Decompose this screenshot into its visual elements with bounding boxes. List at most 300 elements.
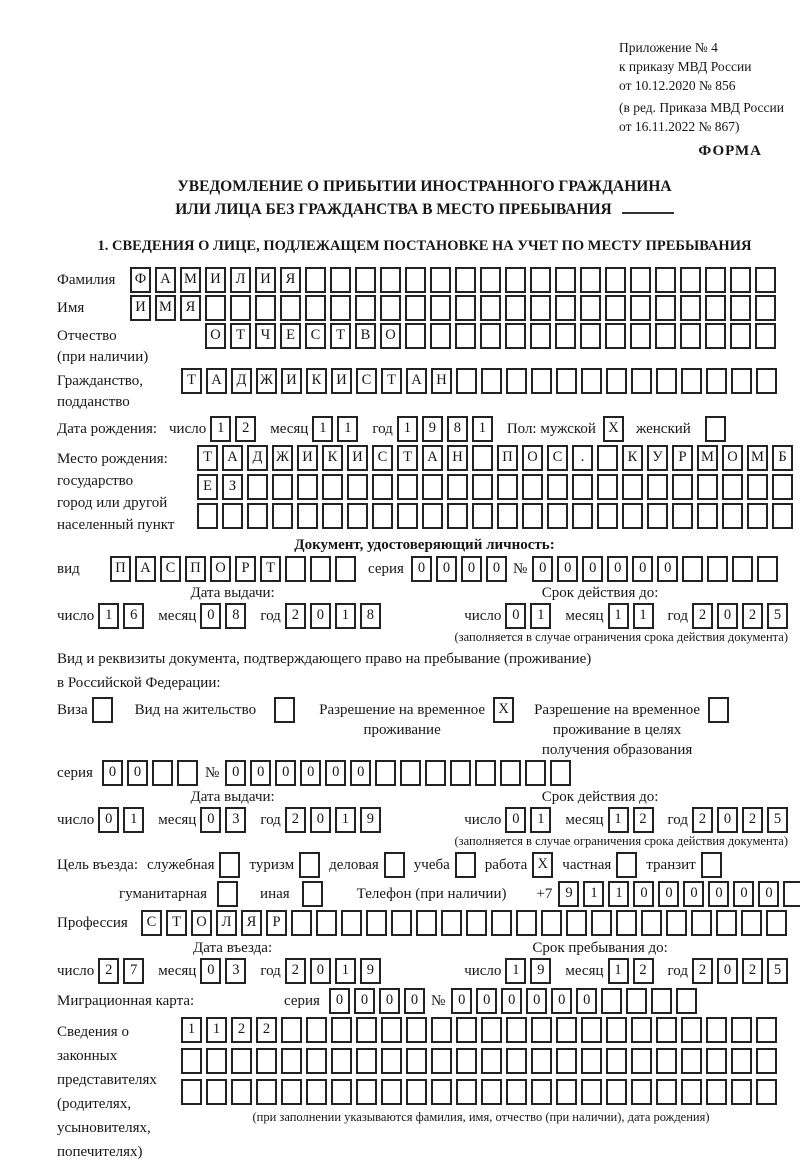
char-cell[interactable]: Т bbox=[397, 445, 418, 471]
char-cell[interactable] bbox=[706, 1048, 727, 1074]
char-cell[interactable]: К bbox=[622, 445, 643, 471]
char-cell[interactable] bbox=[597, 445, 618, 471]
char-cell[interactable]: 0 bbox=[310, 603, 331, 629]
char-cell[interactable] bbox=[705, 267, 726, 293]
char-cell[interactable]: Т bbox=[181, 368, 202, 394]
char-cell[interactable] bbox=[306, 1017, 327, 1043]
char-cell[interactable]: 1 bbox=[530, 807, 551, 833]
char-cell[interactable]: П bbox=[110, 556, 131, 582]
char-cell[interactable] bbox=[505, 323, 526, 349]
char-cell[interactable]: П bbox=[185, 556, 206, 582]
char-cell[interactable] bbox=[497, 474, 518, 500]
char-cell[interactable] bbox=[491, 910, 512, 936]
char-cell[interactable]: И bbox=[297, 445, 318, 471]
purpose-other-checkbox[interactable] bbox=[302, 881, 323, 907]
char-cell[interactable]: О bbox=[191, 910, 212, 936]
char-cell[interactable] bbox=[541, 910, 562, 936]
char-cell[interactable] bbox=[732, 556, 753, 582]
char-cell[interactable]: 0 bbox=[200, 958, 221, 984]
char-cell[interactable]: 2 bbox=[633, 807, 654, 833]
char-cell[interactable] bbox=[556, 368, 577, 394]
char-cell[interactable] bbox=[556, 1017, 577, 1043]
char-cell[interactable]: Т bbox=[230, 323, 251, 349]
char-cell[interactable]: 9 bbox=[360, 807, 381, 833]
char-cell[interactable]: 0 bbox=[717, 603, 738, 629]
char-cell[interactable]: 1 bbox=[472, 416, 493, 442]
char-cell[interactable] bbox=[431, 1048, 452, 1074]
char-cell[interactable] bbox=[375, 760, 396, 786]
residence-expiry-day-input[interactable] bbox=[505, 807, 555, 833]
char-cell[interactable]: 1 bbox=[397, 416, 418, 442]
char-cell[interactable] bbox=[305, 295, 326, 321]
char-cell[interactable] bbox=[285, 556, 306, 582]
char-cell[interactable] bbox=[706, 1079, 727, 1105]
char-cell[interactable] bbox=[355, 295, 376, 321]
char-cell[interactable] bbox=[730, 323, 751, 349]
char-cell[interactable] bbox=[731, 1048, 752, 1074]
identity-expiry-day-input[interactable] bbox=[505, 603, 555, 629]
char-cell[interactable] bbox=[783, 881, 800, 907]
char-cell[interactable]: Е bbox=[280, 323, 301, 349]
char-cell[interactable] bbox=[450, 760, 471, 786]
char-cell[interactable]: 2 bbox=[98, 958, 119, 984]
char-cell[interactable] bbox=[291, 910, 312, 936]
char-cell[interactable] bbox=[297, 474, 318, 500]
char-cell[interactable] bbox=[626, 988, 647, 1014]
char-cell[interactable] bbox=[651, 988, 672, 1014]
char-cell[interactable] bbox=[330, 295, 351, 321]
char-cell[interactable] bbox=[647, 474, 668, 500]
char-cell[interactable] bbox=[222, 503, 243, 529]
char-cell[interactable] bbox=[747, 503, 768, 529]
char-cell[interactable] bbox=[310, 556, 331, 582]
char-cell[interactable] bbox=[206, 1079, 227, 1105]
char-cell[interactable] bbox=[731, 368, 752, 394]
char-cell[interactable] bbox=[280, 295, 301, 321]
sex-female-checkbox[interactable] bbox=[705, 416, 726, 442]
representatives-input-row-1[interactable] bbox=[181, 1017, 781, 1043]
birth-month-input[interactable] bbox=[312, 416, 362, 442]
char-cell[interactable]: О bbox=[205, 323, 226, 349]
char-cell[interactable] bbox=[505, 295, 526, 321]
char-cell[interactable]: 2 bbox=[231, 1017, 252, 1043]
stay-until-day-input[interactable] bbox=[505, 958, 555, 984]
migration-number-input[interactable] bbox=[451, 988, 701, 1014]
char-cell[interactable]: С bbox=[141, 910, 162, 936]
char-cell[interactable] bbox=[305, 267, 326, 293]
char-cell[interactable]: 0 bbox=[325, 760, 346, 786]
stay-until-year-input[interactable] bbox=[692, 958, 792, 984]
char-cell[interactable]: 1 bbox=[181, 1017, 202, 1043]
char-cell[interactable] bbox=[480, 295, 501, 321]
char-cell[interactable] bbox=[531, 1079, 552, 1105]
char-cell[interactable] bbox=[405, 267, 426, 293]
char-cell[interactable] bbox=[531, 1048, 552, 1074]
char-cell[interactable] bbox=[316, 910, 337, 936]
char-cell[interactable]: 2 bbox=[285, 958, 306, 984]
char-cell[interactable]: 8 bbox=[225, 603, 246, 629]
char-cell[interactable] bbox=[656, 368, 677, 394]
identity-issue-year-input[interactable] bbox=[285, 603, 385, 629]
char-cell[interactable]: 9 bbox=[360, 958, 381, 984]
char-cell[interactable]: Ф bbox=[130, 267, 151, 293]
purpose-study-checkbox[interactable] bbox=[455, 852, 476, 878]
char-cell[interactable] bbox=[516, 910, 537, 936]
char-cell[interactable] bbox=[475, 760, 496, 786]
char-cell[interactable] bbox=[772, 474, 793, 500]
char-cell[interactable] bbox=[705, 323, 726, 349]
char-cell[interactable] bbox=[455, 323, 476, 349]
char-cell[interactable] bbox=[322, 474, 343, 500]
char-cell[interactable] bbox=[331, 1048, 352, 1074]
sex-male-checkbox[interactable]: X bbox=[603, 416, 624, 442]
char-cell[interactable]: 2 bbox=[256, 1017, 277, 1043]
char-cell[interactable] bbox=[455, 267, 476, 293]
char-cell[interactable]: Р bbox=[235, 556, 256, 582]
identity-expiry-year-input[interactable] bbox=[692, 603, 792, 629]
char-cell[interactable] bbox=[555, 295, 576, 321]
patronymic-input[interactable] bbox=[205, 323, 780, 349]
char-cell[interactable]: А bbox=[206, 368, 227, 394]
char-cell[interactable]: 8 bbox=[360, 603, 381, 629]
char-cell[interactable] bbox=[681, 368, 702, 394]
char-cell[interactable] bbox=[757, 556, 778, 582]
char-cell[interactable]: 0 bbox=[127, 760, 148, 786]
char-cell[interactable] bbox=[682, 556, 703, 582]
char-cell[interactable]: 0 bbox=[486, 556, 507, 582]
char-cell[interactable] bbox=[591, 910, 612, 936]
char-cell[interactable]: 2 bbox=[285, 603, 306, 629]
temp-residence-edu-checkbox[interactable] bbox=[708, 697, 729, 723]
char-cell[interactable] bbox=[206, 1048, 227, 1074]
char-cell[interactable] bbox=[530, 295, 551, 321]
char-cell[interactable]: С bbox=[372, 445, 393, 471]
char-cell[interactable]: А bbox=[222, 445, 243, 471]
char-cell[interactable]: 0 bbox=[708, 881, 729, 907]
char-cell[interactable] bbox=[381, 1017, 402, 1043]
char-cell[interactable]: С bbox=[305, 323, 326, 349]
char-cell[interactable]: Д bbox=[247, 445, 268, 471]
entry-year-input[interactable] bbox=[285, 958, 385, 984]
char-cell[interactable] bbox=[430, 323, 451, 349]
char-cell[interactable] bbox=[456, 368, 477, 394]
char-cell[interactable] bbox=[581, 1048, 602, 1074]
char-cell[interactable]: 0 bbox=[350, 760, 371, 786]
char-cell[interactable] bbox=[755, 295, 776, 321]
char-cell[interactable]: 8 bbox=[447, 416, 468, 442]
char-cell[interactable]: 2 bbox=[742, 603, 763, 629]
char-cell[interactable]: 1 bbox=[337, 416, 358, 442]
residence-expiry-year-input[interactable] bbox=[692, 807, 792, 833]
char-cell[interactable] bbox=[456, 1017, 477, 1043]
char-cell[interactable] bbox=[672, 474, 693, 500]
char-cell[interactable]: Т bbox=[197, 445, 218, 471]
name-input[interactable] bbox=[130, 295, 780, 321]
char-cell[interactable]: 0 bbox=[310, 958, 331, 984]
char-cell[interactable]: 1 bbox=[335, 958, 356, 984]
char-cell[interactable] bbox=[472, 474, 493, 500]
char-cell[interactable] bbox=[647, 503, 668, 529]
char-cell[interactable] bbox=[555, 323, 576, 349]
char-cell[interactable] bbox=[355, 267, 376, 293]
char-cell[interactable] bbox=[400, 760, 421, 786]
doc-series-input[interactable] bbox=[411, 556, 511, 582]
identity-expiry-month-input[interactable] bbox=[608, 603, 658, 629]
char-cell[interactable]: У bbox=[647, 445, 668, 471]
char-cell[interactable]: В bbox=[355, 323, 376, 349]
char-cell[interactable] bbox=[525, 760, 546, 786]
char-cell[interactable]: 3 bbox=[225, 958, 246, 984]
char-cell[interactable] bbox=[431, 1079, 452, 1105]
char-cell[interactable]: 0 bbox=[607, 556, 628, 582]
char-cell[interactable] bbox=[697, 503, 718, 529]
char-cell[interactable] bbox=[730, 267, 751, 293]
char-cell[interactable]: Я bbox=[180, 295, 201, 321]
char-cell[interactable] bbox=[255, 295, 276, 321]
char-cell[interactable] bbox=[456, 1048, 477, 1074]
char-cell[interactable] bbox=[631, 1017, 652, 1043]
char-cell[interactable] bbox=[597, 503, 618, 529]
char-cell[interactable] bbox=[397, 503, 418, 529]
char-cell[interactable] bbox=[731, 1017, 752, 1043]
char-cell[interactable] bbox=[666, 910, 687, 936]
char-cell[interactable] bbox=[556, 1048, 577, 1074]
char-cell[interactable]: И bbox=[347, 445, 368, 471]
char-cell[interactable] bbox=[425, 760, 446, 786]
purpose-official-checkbox[interactable] bbox=[219, 852, 240, 878]
char-cell[interactable]: Т bbox=[381, 368, 402, 394]
char-cell[interactable] bbox=[230, 295, 251, 321]
phone-input[interactable] bbox=[558, 881, 800, 907]
char-cell[interactable] bbox=[356, 1048, 377, 1074]
char-cell[interactable]: 2 bbox=[742, 958, 763, 984]
char-cell[interactable] bbox=[331, 1017, 352, 1043]
char-cell[interactable]: 0 bbox=[557, 556, 578, 582]
char-cell[interactable] bbox=[416, 910, 437, 936]
char-cell[interactable]: М bbox=[697, 445, 718, 471]
char-cell[interactable]: Я bbox=[241, 910, 262, 936]
char-cell[interactable]: 2 bbox=[692, 807, 713, 833]
char-cell[interactable] bbox=[356, 1017, 377, 1043]
char-cell[interactable] bbox=[197, 503, 218, 529]
char-cell[interactable] bbox=[630, 295, 651, 321]
char-cell[interactable] bbox=[447, 474, 468, 500]
entry-month-input[interactable] bbox=[200, 958, 250, 984]
char-cell[interactable]: А bbox=[406, 368, 427, 394]
migration-series-input[interactable] bbox=[329, 988, 429, 1014]
char-cell[interactable]: 0 bbox=[300, 760, 321, 786]
visa-checkbox[interactable] bbox=[92, 697, 113, 723]
char-cell[interactable] bbox=[281, 1048, 302, 1074]
char-cell[interactable] bbox=[681, 1048, 702, 1074]
char-cell[interactable] bbox=[506, 1048, 527, 1074]
birth-place-input-row-2[interactable] bbox=[197, 474, 797, 500]
char-cell[interactable]: Т bbox=[330, 323, 351, 349]
char-cell[interactable]: 0 bbox=[505, 603, 526, 629]
birth-place-input-row-1[interactable] bbox=[197, 445, 797, 471]
char-cell[interactable]: 2 bbox=[692, 958, 713, 984]
representatives-input-row-3[interactable] bbox=[181, 1079, 781, 1105]
char-cell[interactable] bbox=[680, 267, 701, 293]
char-cell[interactable] bbox=[731, 1079, 752, 1105]
purpose-tourism-checkbox[interactable] bbox=[299, 852, 320, 878]
char-cell[interactable] bbox=[406, 1017, 427, 1043]
citizenship-input[interactable] bbox=[181, 368, 781, 394]
char-cell[interactable] bbox=[335, 556, 356, 582]
char-cell[interactable] bbox=[531, 368, 552, 394]
char-cell[interactable]: 0 bbox=[532, 556, 553, 582]
char-cell[interactable] bbox=[631, 1048, 652, 1074]
char-cell[interactable] bbox=[331, 1079, 352, 1105]
char-cell[interactable] bbox=[605, 267, 626, 293]
char-cell[interactable] bbox=[730, 295, 751, 321]
char-cell[interactable] bbox=[580, 267, 601, 293]
char-cell[interactable]: И bbox=[255, 267, 276, 293]
char-cell[interactable] bbox=[547, 503, 568, 529]
char-cell[interactable] bbox=[472, 445, 493, 471]
char-cell[interactable] bbox=[231, 1079, 252, 1105]
char-cell[interactable] bbox=[380, 295, 401, 321]
char-cell[interactable] bbox=[481, 1079, 502, 1105]
char-cell[interactable]: О bbox=[380, 323, 401, 349]
char-cell[interactable]: 6 bbox=[123, 603, 144, 629]
char-cell[interactable]: 0 bbox=[379, 988, 400, 1014]
char-cell[interactable]: 1 bbox=[123, 807, 144, 833]
char-cell[interactable] bbox=[530, 267, 551, 293]
char-cell[interactable] bbox=[741, 910, 762, 936]
char-cell[interactable]: С bbox=[356, 368, 377, 394]
surname-input[interactable] bbox=[130, 267, 780, 293]
residence-issue-day-input[interactable] bbox=[98, 807, 148, 833]
char-cell[interactable]: Е bbox=[197, 474, 218, 500]
char-cell[interactable]: 0 bbox=[717, 958, 738, 984]
char-cell[interactable] bbox=[550, 760, 571, 786]
char-cell[interactable]: П bbox=[497, 445, 518, 471]
char-cell[interactable] bbox=[605, 295, 626, 321]
char-cell[interactable] bbox=[630, 267, 651, 293]
char-cell[interactable] bbox=[606, 368, 627, 394]
char-cell[interactable]: И bbox=[130, 295, 151, 321]
char-cell[interactable] bbox=[606, 1017, 627, 1043]
doc-kind-input[interactable] bbox=[110, 556, 360, 582]
char-cell[interactable]: 3 bbox=[225, 807, 246, 833]
char-cell[interactable]: Д bbox=[231, 368, 252, 394]
char-cell[interactable]: 0 bbox=[632, 556, 653, 582]
char-cell[interactable] bbox=[522, 474, 543, 500]
char-cell[interactable] bbox=[152, 760, 173, 786]
char-cell[interactable] bbox=[572, 474, 593, 500]
char-cell[interactable] bbox=[656, 1048, 677, 1074]
char-cell[interactable]: Т bbox=[166, 910, 187, 936]
char-cell[interactable] bbox=[181, 1079, 202, 1105]
temp-residence-checkbox[interactable]: X bbox=[493, 697, 514, 723]
char-cell[interactable]: 9 bbox=[558, 881, 579, 907]
char-cell[interactable] bbox=[447, 503, 468, 529]
char-cell[interactable]: Л bbox=[230, 267, 251, 293]
char-cell[interactable]: И bbox=[331, 368, 352, 394]
char-cell[interactable]: 0 bbox=[683, 881, 704, 907]
char-cell[interactable] bbox=[606, 1048, 627, 1074]
char-cell[interactable]: 0 bbox=[633, 881, 654, 907]
char-cell[interactable]: 0 bbox=[275, 760, 296, 786]
char-cell[interactable] bbox=[422, 503, 443, 529]
char-cell[interactable] bbox=[656, 1017, 677, 1043]
char-cell[interactable]: 2 bbox=[633, 958, 654, 984]
char-cell[interactable]: И bbox=[205, 267, 226, 293]
char-cell[interactable]: 1 bbox=[608, 958, 629, 984]
char-cell[interactable] bbox=[680, 295, 701, 321]
char-cell[interactable]: 2 bbox=[285, 807, 306, 833]
char-cell[interactable] bbox=[641, 910, 662, 936]
char-cell[interactable] bbox=[655, 267, 676, 293]
identity-issue-month-input[interactable] bbox=[200, 603, 250, 629]
char-cell[interactable]: 5 bbox=[767, 958, 788, 984]
char-cell[interactable]: 0 bbox=[102, 760, 123, 786]
char-cell[interactable] bbox=[756, 368, 777, 394]
char-cell[interactable]: Ж bbox=[256, 368, 277, 394]
char-cell[interactable] bbox=[581, 368, 602, 394]
char-cell[interactable] bbox=[231, 1048, 252, 1074]
char-cell[interactable] bbox=[622, 474, 643, 500]
purpose-private-checkbox[interactable] bbox=[616, 852, 637, 878]
char-cell[interactable] bbox=[405, 295, 426, 321]
char-cell[interactable] bbox=[272, 474, 293, 500]
char-cell[interactable]: 0 bbox=[354, 988, 375, 1014]
char-cell[interactable]: Н bbox=[431, 368, 452, 394]
char-cell[interactable] bbox=[366, 910, 387, 936]
char-cell[interactable] bbox=[722, 503, 743, 529]
char-cell[interactable]: С bbox=[547, 445, 568, 471]
char-cell[interactable]: 0 bbox=[200, 603, 221, 629]
residence-series-input[interactable] bbox=[102, 760, 202, 786]
representatives-input-row-2[interactable] bbox=[181, 1048, 781, 1074]
char-cell[interactable] bbox=[631, 1079, 652, 1105]
residence-number-input[interactable] bbox=[225, 760, 575, 786]
char-cell[interactable]: 0 bbox=[200, 807, 221, 833]
identity-issue-day-input[interactable] bbox=[98, 603, 148, 629]
char-cell[interactable] bbox=[380, 267, 401, 293]
char-cell[interactable] bbox=[322, 503, 343, 529]
char-cell[interactable]: 1 bbox=[505, 958, 526, 984]
char-cell[interactable]: 1 bbox=[608, 807, 629, 833]
char-cell[interactable]: 1 bbox=[312, 416, 333, 442]
residence-issue-month-input[interactable] bbox=[200, 807, 250, 833]
char-cell[interactable] bbox=[247, 474, 268, 500]
char-cell[interactable]: 1 bbox=[210, 416, 231, 442]
char-cell[interactable] bbox=[391, 910, 412, 936]
char-cell[interactable] bbox=[306, 1079, 327, 1105]
char-cell[interactable] bbox=[597, 474, 618, 500]
char-cell[interactable] bbox=[372, 474, 393, 500]
char-cell[interactable] bbox=[480, 323, 501, 349]
char-cell[interactable]: 0 bbox=[551, 988, 572, 1014]
char-cell[interactable]: Н bbox=[447, 445, 468, 471]
char-cell[interactable] bbox=[655, 295, 676, 321]
char-cell[interactable]: А bbox=[135, 556, 156, 582]
char-cell[interactable]: 0 bbox=[98, 807, 119, 833]
char-cell[interactable] bbox=[581, 1017, 602, 1043]
char-cell[interactable]: 1 bbox=[608, 603, 629, 629]
char-cell[interactable] bbox=[747, 474, 768, 500]
char-cell[interactable]: 1 bbox=[206, 1017, 227, 1043]
char-cell[interactable]: 1 bbox=[98, 603, 119, 629]
char-cell[interactable] bbox=[406, 1048, 427, 1074]
char-cell[interactable]: Я bbox=[280, 267, 301, 293]
char-cell[interactable] bbox=[372, 503, 393, 529]
char-cell[interactable] bbox=[556, 1079, 577, 1105]
char-cell[interactable] bbox=[256, 1079, 277, 1105]
purpose-humanitarian-checkbox[interactable] bbox=[217, 881, 238, 907]
